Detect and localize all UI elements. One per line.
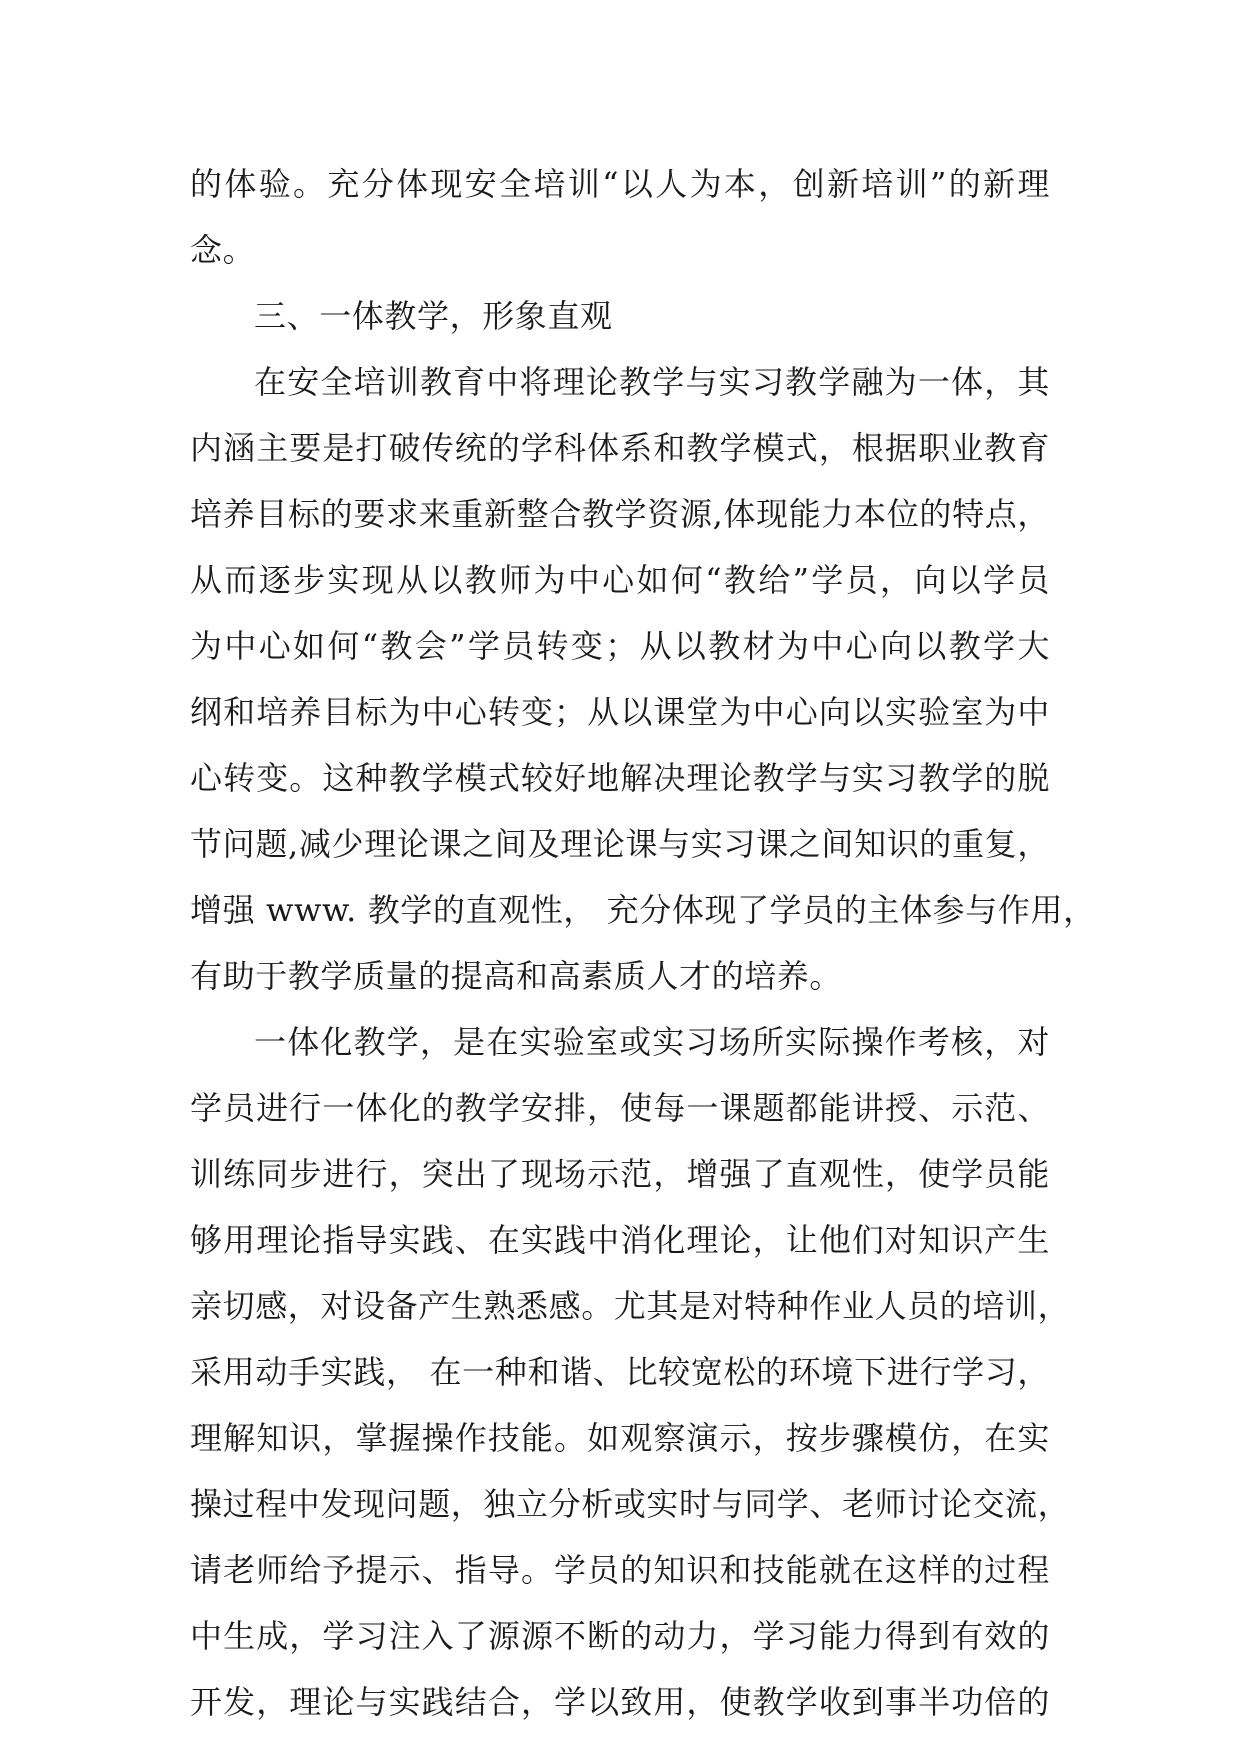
text-line: 开发，理论与实践结合，学以致用，使教学收到事半功倍的 — [190, 1683, 1050, 1721]
text-line: 请老师给予提示、指导。学员的知识和技能就在这样的过程 — [190, 1551, 1050, 1589]
text-line: 内涵主要是打破传统的学科体系和教学模式，根据职业教育 — [190, 429, 1050, 467]
text-line: 增强 www. 教学的直观性， 充分体现了学员的主体参与作用， — [190, 891, 1096, 929]
text-line: 一体化教学，是在实验室或实习场所实际操作考核，对 — [254, 1023, 1050, 1061]
text-line: 学员进行一体化的教学安排，使每一课题都能讲授、示范、 — [190, 1089, 1050, 1127]
text-line: 纲和培养目标为中心转变；从以课堂为中心向以实验室为中 — [190, 693, 1050, 731]
text-line: 亲切感，对设备产生熟悉感。尤其是对特种作业人员的培训， — [190, 1287, 1071, 1325]
section-heading: 三、一体教学，形象直观 — [254, 297, 613, 335]
text-line: 为中心如何“教会”学员转变；从以教材为中心向以教学大 — [190, 627, 1050, 665]
text-line: 采用动手实践， 在一种和谐、比较宽松的环境下进行学习， — [190, 1353, 1050, 1391]
text-line: 操过程中发现问题，独立分析或实时与同学、老师讨论交流， — [190, 1485, 1071, 1523]
text-line: 培养目标的要求来重新整合教学资源,体现能力本位的特点， — [190, 495, 1050, 533]
text-line: 心转变。这种教学模式较好地解决理论教学与实习教学的脱 — [190, 759, 1050, 797]
text-line: 有助于教学质量的提高和高素质人才的培养。 — [190, 957, 843, 995]
text-line: 训练同步进行，突出了现场示范，增强了直观性，使学员能 — [190, 1155, 1050, 1193]
text-line: 理解知识，掌握操作技能。如观察演示，按步骤模仿，在实 — [190, 1419, 1050, 1457]
text-line: 够用理论指导实践、在实践中消化理论，让他们对知识产生 — [190, 1221, 1050, 1259]
text-line: 节问题,减少理论课之间及理论课与实习课之间知识的重复， — [190, 825, 1050, 863]
text-line: 念。 — [190, 231, 256, 269]
text-line: 的体验。充分体现安全培训“以人为本，创新培训”的新理 — [190, 165, 1050, 203]
text-line: 中生成，学习注入了源源不断的动力，学习能力得到有效的 — [190, 1617, 1050, 1655]
text-line: 从而逐步实现从以教师为中心如何“教给”学员，向以学员 — [190, 561, 1050, 599]
text-line: 在安全培训教育中将理论教学与实习教学融为一体，其 — [254, 363, 1050, 401]
